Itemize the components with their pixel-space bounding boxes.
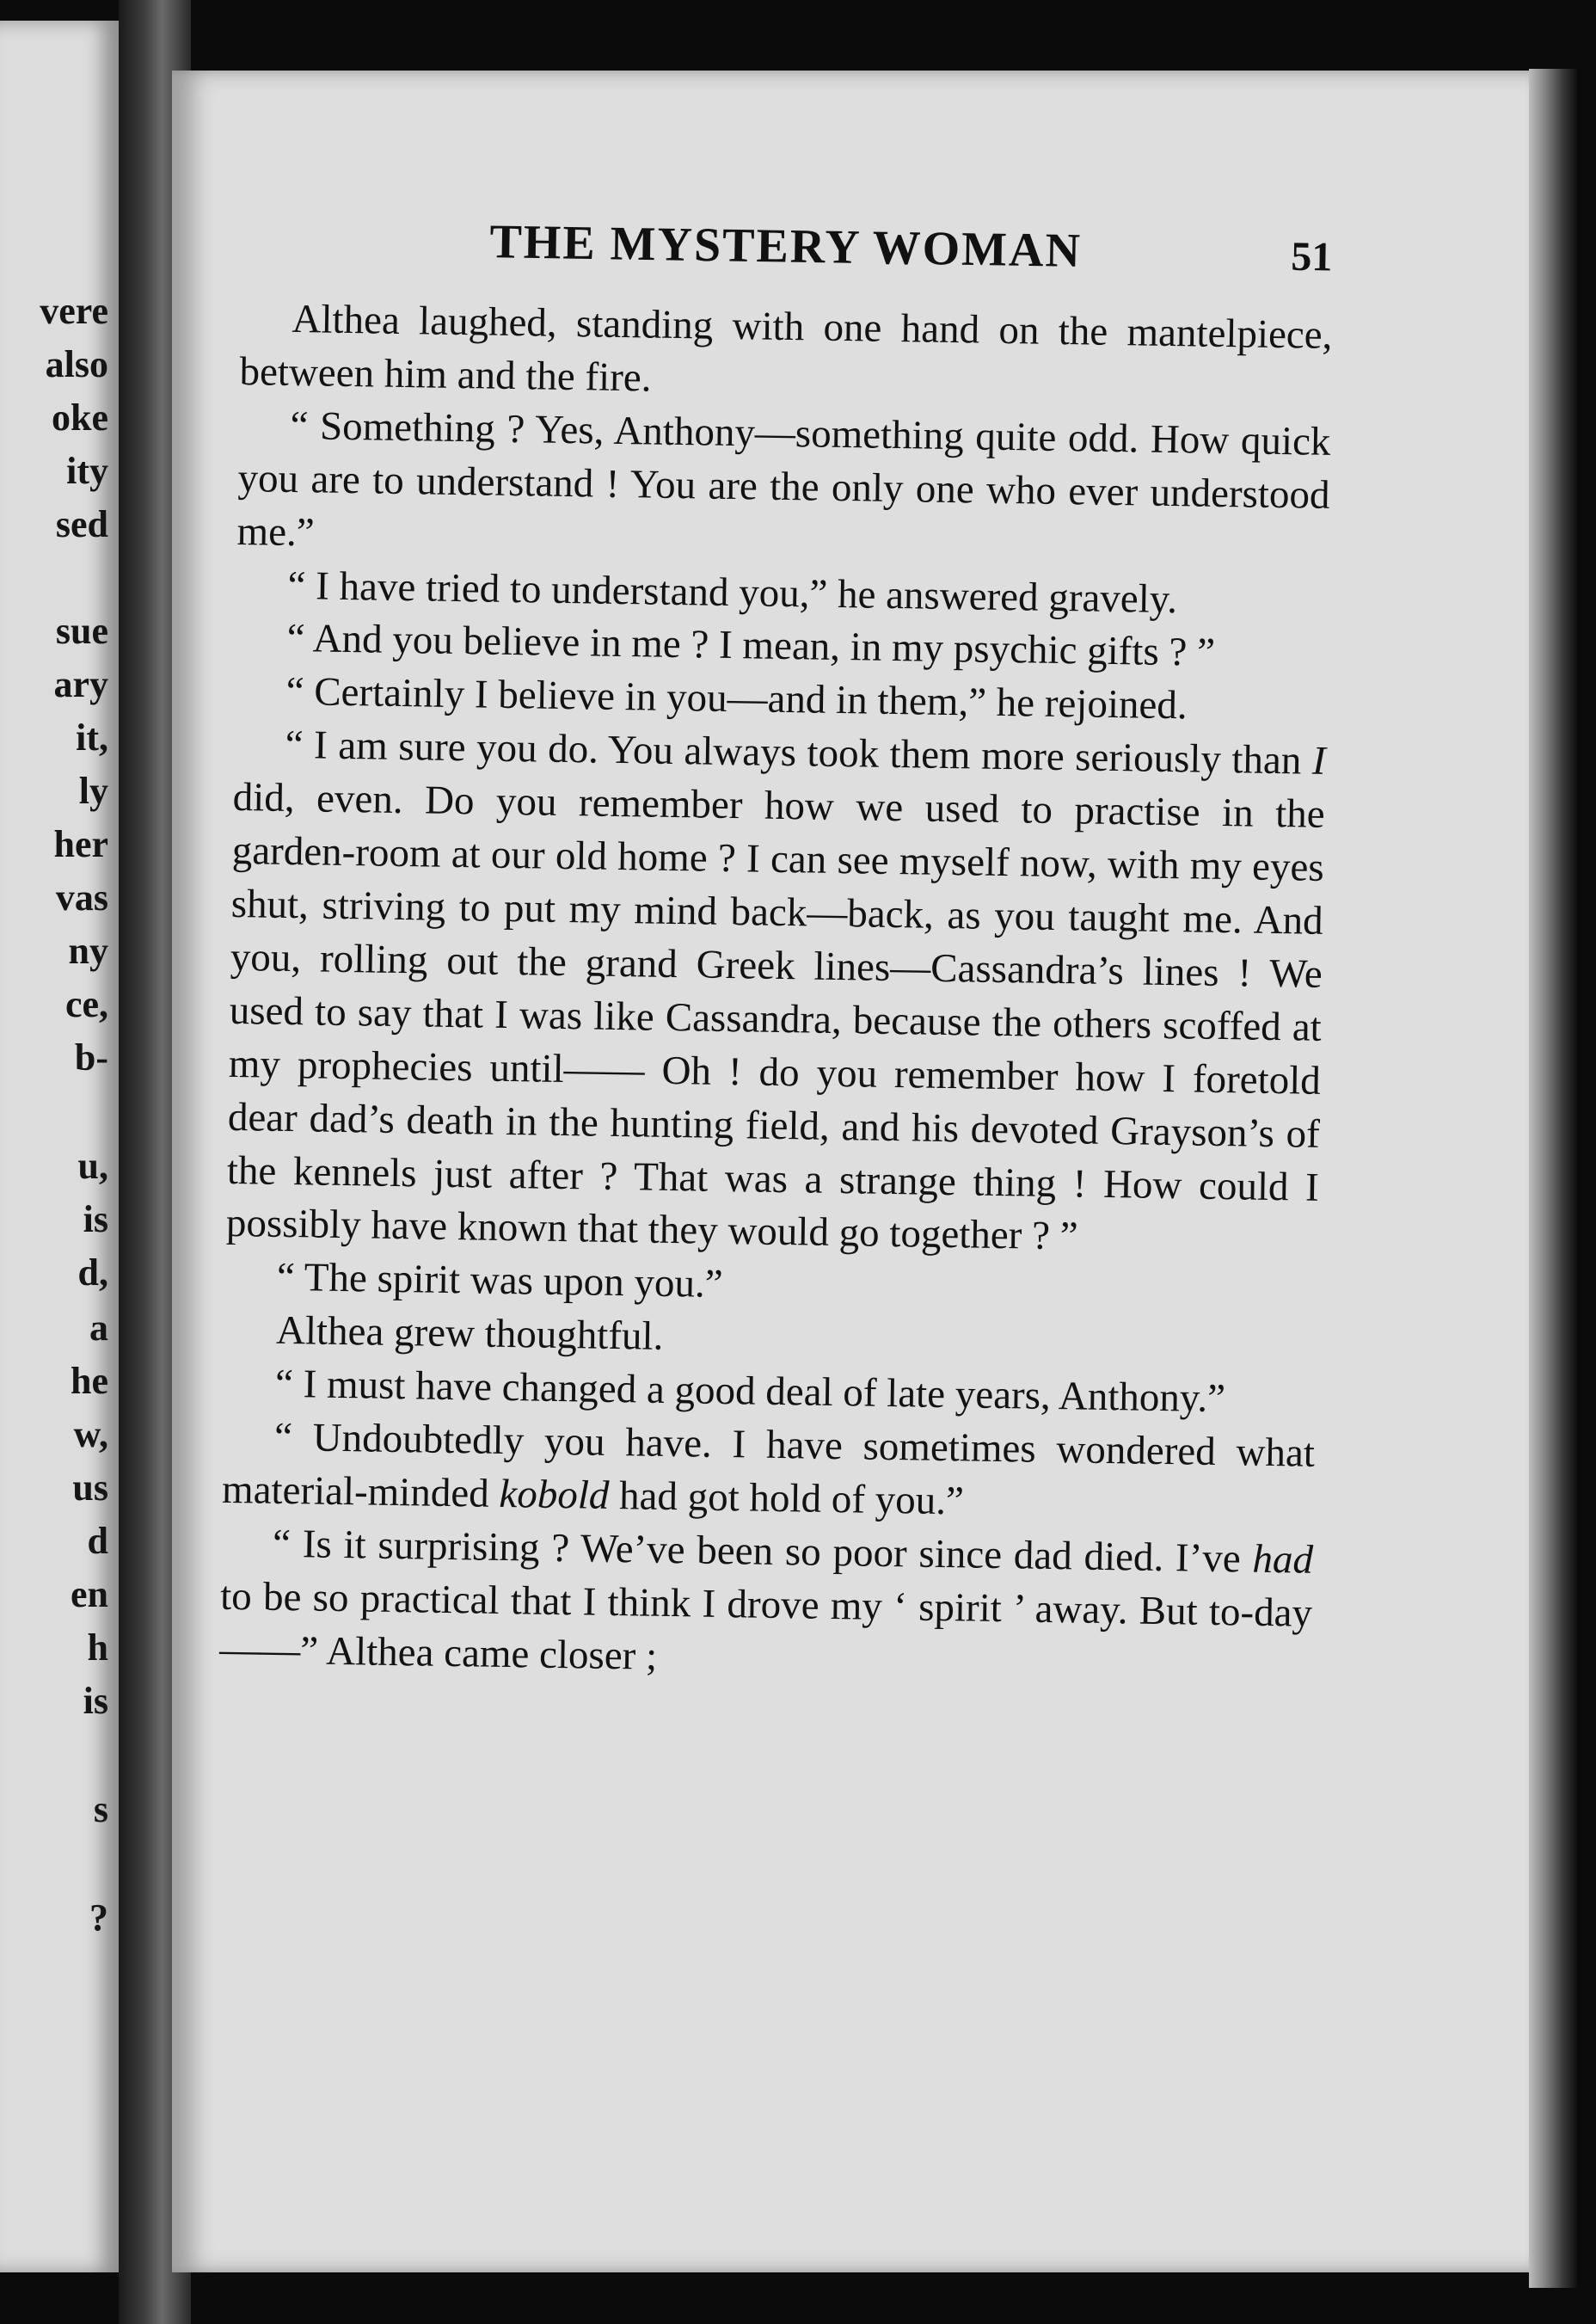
left-fragment: ary [53,663,108,705]
left-fragment: u, [77,1145,108,1187]
body-text [219,292,1333,1694]
italic-text-run: I [1311,738,1327,784]
left-fragment: s [93,1788,108,1830]
text-run: Althea laughed, standing with one hand on the mantelpiece, between him and the fire. [239,296,1333,401]
left-fragment: ity [66,450,108,492]
text-run: “ Certainly I believe in you—and in them,” he rejoined. [285,669,1188,729]
italic-text-run: kobold [499,1471,610,1518]
left-fragment: en [71,1573,108,1615]
text-run: had got hold of you.” [608,1472,965,1524]
left-fragment: d, [77,1251,108,1294]
text-run: did, even. Do you remember how we used to practise in the garden-room at our old home ? I can see myself now, with my eyes shut, striving to put my mind back—back, as you taught me. And you, rolling out the grand Greek lines—Cassandra’s lines ! We used to say that I was like Cassandra, because the others scoffed at my prophecies until—— Oh ! do you remember how I foretold dear dad’s death in the hunting field, and his devoted Grayson’s of the kennels just after ? That was a strange thing ! How could I possibly have known that they would go together ? ” [225,775,1326,1259]
left-fragment: it, [76,716,108,759]
paragraph [225,718,1326,1268]
italic-text-run: had [1252,1536,1314,1583]
left-fragment: ny [68,930,108,972]
text-run: “ I am sure you do. You always took them more seriously than [285,722,1313,784]
left-fragment: is [83,1198,108,1240]
text-run: “ I have tried to understand you,” he answered gravely. [287,563,1178,622]
text-run: “ I must have changed a good deal of late years, Anthony.” [274,1361,1226,1422]
page-right-edge [1529,69,1577,2288]
paragraph [219,1517,1314,1694]
text-run: to be so practical that I think I drove my ‘ spirit ’ away. But to-day——” Althea came closer ; [218,1573,1313,1679]
left-fragment: sed [55,503,108,545]
paragraph [236,399,1331,576]
left-fragment: ? [89,1897,108,1939]
left-fragment: us [72,1466,108,1509]
left-fragment: ce, [64,983,108,1025]
left-fragment: is [83,1680,108,1722]
left-fragment: he [71,1360,108,1402]
left-fragment: a [89,1306,108,1349]
text-run: “ The spirit was upon you.” [276,1255,724,1307]
left-facing-page [0,21,119,2272]
text-run: “ Undoubtedly you have. I have sometimes wondered what material-minded [221,1414,1316,1516]
text-run: “ Is it surprising ? We’ve been so poor since dad died. I’ve [272,1521,1253,1582]
left-fragment: vere [40,290,108,332]
left-fragment: d [87,1520,108,1562]
left-fragment: her [53,823,108,865]
paragraph [239,292,1333,416]
paragraph [222,1411,1316,1534]
text-run: Althea grew thoughtful. [275,1308,664,1360]
left-fragment: b- [74,1036,108,1079]
page-title: THE MYSTERY WOMAN [488,215,1083,278]
page-number: 51 [1290,233,1333,280]
left-fragment: sue [55,610,108,652]
left-fragment: ly [78,770,108,812]
left-fragment: w, [73,1413,108,1455]
text-run: “ Something ? Yes, Anthony—something quite odd. How quick you are to understand ! You are the only one who ever understood me.” [236,403,1331,556]
left-fragment: h [87,1626,108,1669]
left-fragment: oke [52,397,108,439]
left-fragment: also [45,343,108,385]
text-run: “ And you believe in me ? I mean, in my psychic gifts ? ” [286,616,1216,676]
left-fragment: vas [55,876,108,919]
